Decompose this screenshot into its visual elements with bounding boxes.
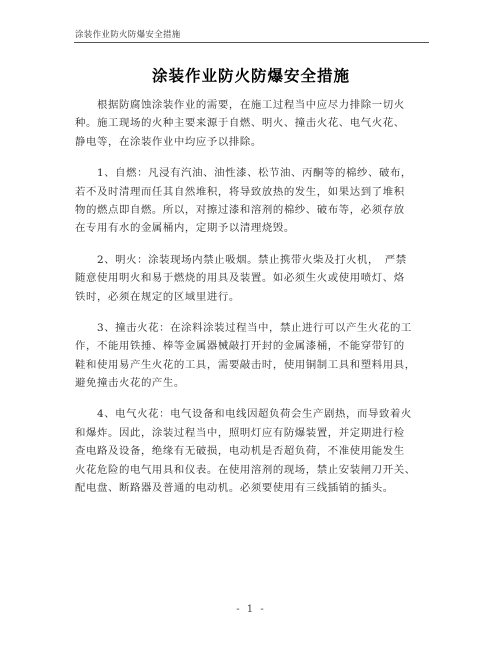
document-body [75, 96, 435, 510]
text-line: 和爆炸。因此，涂装过程当中，照明灯应有防爆装置，并定期进行检 [75, 426, 405, 439]
text-line: 种。施工现场的火种主要来源于自燃、明火、撞击火花、电气火花、 [75, 117, 405, 130]
text-line: 铁时，必须在规定的区域里进行。 [75, 290, 240, 303]
text-line: 静电等，在涂装作业中均应予以排除。 [75, 135, 262, 148]
paragraph-impact-spark [75, 319, 435, 393]
paragraph-open-flame [75, 251, 435, 306]
page-number: - 1 - [236, 604, 266, 615]
text-line: 鞋和使用易产生火花的工具，需要敲击时，使用铜制工具和塑料用具， [75, 358, 416, 371]
text-line: 在专用有水的金属桶内，定期予以清理烧毁。 [75, 222, 295, 235]
text-line: 避免撞击火花的产生。 [75, 377, 185, 390]
text-line: 1、自燃：凡浸有汽油、油性漆、松节油、丙酮等的棉纱、破布， [75, 167, 412, 180]
paragraph-self-ignition [75, 164, 435, 238]
text-line: 2、明火：涂装现场内禁止吸烟。禁止携带火柴及打火机， 严禁 [75, 253, 407, 266]
text-line: 随意使用明火和易于燃烧的用具及装置。如必须生火或使用喷灯、烙 [75, 272, 405, 285]
document-title: 涂装作业防火防爆安全措施 [151, 67, 350, 85]
text-line: 4、电气火花：电气设备和电线因超负荷会生产剧热，而导致着火 [75, 408, 412, 421]
paragraph-intro [75, 96, 435, 151]
header-rule [74, 42, 429, 43]
text-line: 作，不能用铁捶、棒等金属器械敲打开封的金属漆桶，不能穿带钉的 [75, 340, 405, 353]
text-line: 若不及时清理而任其自然堆积，将导致放热的发生，如果达到了堆积 [75, 185, 405, 198]
text-line: 3、撞击火花：在涂料涂装过程当中，禁止进行可以产生火花的工 [75, 321, 412, 334]
text-line: 火花危险的电气用具和仪表。在使用溶剂的现场，禁止安装闸刀开关、 [75, 463, 416, 476]
text-line: 根据防腐蚀涂装作业的需要，在施工过程当中应尽力排除一切火 [75, 99, 405, 111]
running-header: 涂装作业防火防爆安全措施 [75, 30, 181, 40]
paragraph-electrical-spark [75, 405, 435, 497]
text-line: 查电路及设备，绝缘有无破损，电动机是否超负荷，不准使用能发生 [75, 445, 405, 458]
text-line: 配电盘、断路器及普通的电动机。必须要使用有三线插销的插头。 [75, 482, 394, 495]
text-line: 物的燃点即自燃。所以，对擦过漆和溶剂的棉纱、破布等，必须存放 [75, 203, 405, 216]
